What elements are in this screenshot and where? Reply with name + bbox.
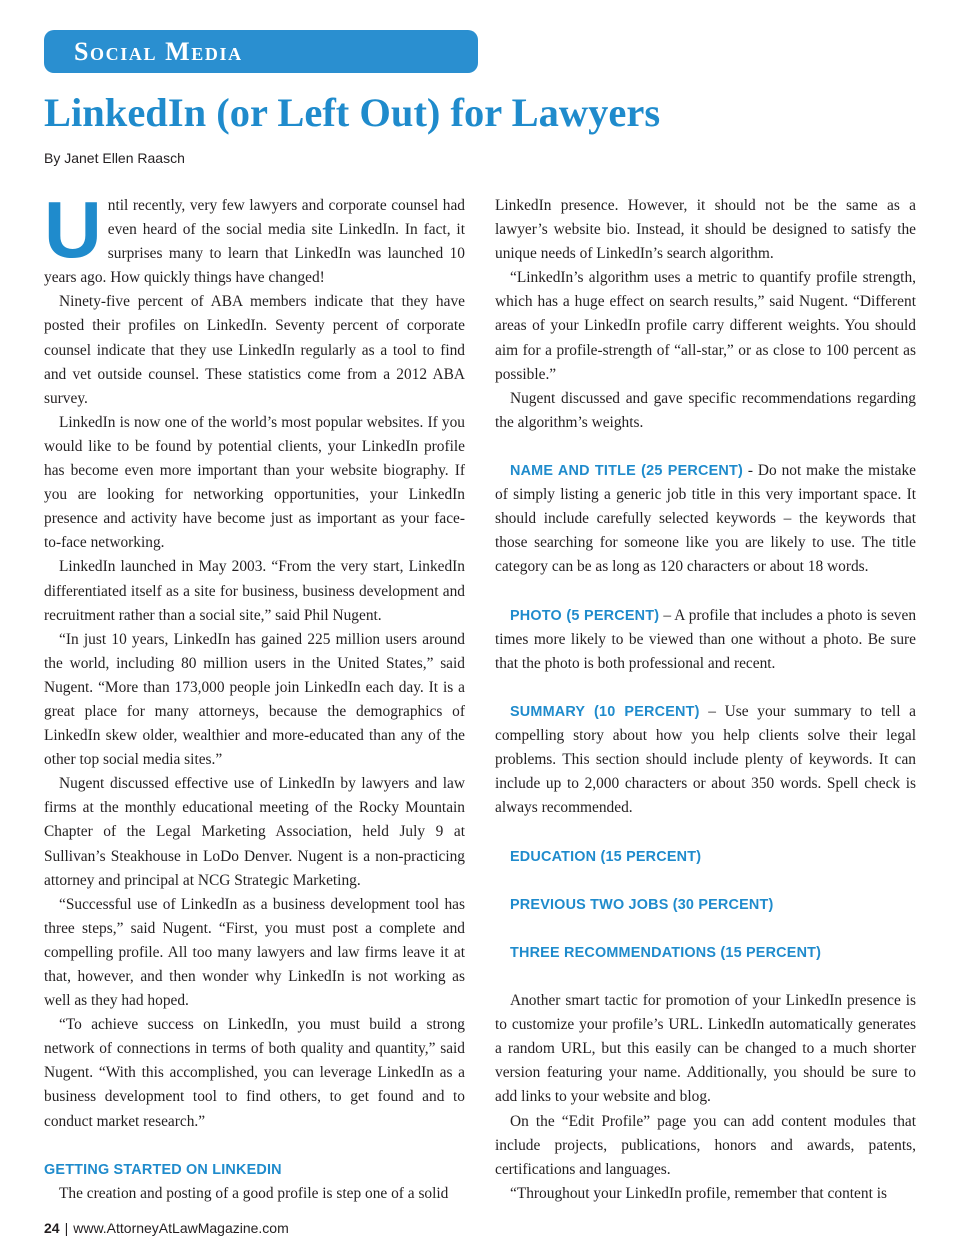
paragraph: Ninety-five percent of ABA members indicate that they have posted their profiles on LinkedIn. Seventy percent of corporate counsel indicate that they use LinkedIn regularly as a tool to find and vet outside counsel. These statistics come from a 2012 ABA survey.	[44, 293, 465, 407]
paragraph: “LinkedIn’s algorithm uses a metric to quantify profile strength, which has a huge effect on search results,” said Nugent. “Different areas of your LinkedIn profile carry different weights. You should aim for a profile-strength of “all-star,” or as close to 100 percent as possible.”	[495, 269, 916, 383]
page-footer	[44, 1220, 289, 1236]
subheading-recommendations: THREE RECOMMENDATIONS (15 PERCENT)	[510, 944, 822, 961]
section-education	[495, 845, 916, 869]
byline: By Janet Ellen Raasch	[44, 150, 185, 166]
paragraph: LinkedIn is now one of the world’s most popular websites. If you would like to be found by potential clients, your LinkedIn profile has become even more important than your website biography. If you are looking for networking opportunities, your LinkedIn presence and activity have become just as important as your face-to-face networking.	[44, 413, 465, 552]
paragraph: “To achieve success on LinkedIn, you must build a strong network of connections in terms of both quality and quantity,” said Nugent. “With this accomplished, you can leverage LinkedIn as a business development tool to find others, to get found and to conduct market research.”	[44, 1016, 465, 1130]
paragraph-text: - Do not make the mistake of simply listing a generic job title in this very important space. It should include carefully selected keywords – the keywords that those searching for someone like you are likely to use. The title category can be as long as 120 characters or about 18 words.	[495, 462, 916, 576]
paragraph: LinkedIn presence. However, it should not be the same as a lawyer’s website bio. Instead, it should be designed to satisfy the unique needs of LinkedIn’s search algorithm.	[495, 197, 916, 263]
paragraph-text: – A profile that includes a photo is seven times more likely to be viewed than one without a photo. Be sure that the photo is both professional and recent.	[495, 606, 917, 672]
paragraph	[44, 185, 465, 290]
paragraph: “In just 10 years, LinkedIn has gained 225 million users around the world, including 80 million users in the United States,” said Nugent. “More than 173,000 people join LinkedIn each day. It is a great place for many attorneys, because the demographics of LinkedIn skew older, wealthier and more-educated than any of the other top social media sites.”	[44, 630, 465, 769]
section-previous-jobs	[495, 893, 916, 917]
section-summary	[495, 700, 916, 820]
paragraph: “Successful use of LinkedIn as a business development tool has three steps,” said Nugent. “First, you must post a complete and compelling profile. All too many lawyers and law firms leave it at that, however, and then wonder why LinkedIn is not working as well as they had hoped.	[44, 895, 465, 1010]
subheading-getting-started	[44, 1158, 465, 1182]
page-number: 24	[44, 1220, 60, 1236]
paragraph: LinkedIn launched in May 2003. “From the very start, LinkedIn differentiated itself as a site for business, business development and recruitment rather than a social site,” said Phil Nugent.	[44, 558, 465, 624]
right-column	[495, 194, 916, 1206]
paragraph: Nugent discussed effective use of LinkedIn by lawyers and law firms at the monthly educational meeting of the Rocky Mountain Chapter of the Legal Marketing Association, held July 9 at Sullivan’s Steakhouse in LoDo Denver. Nugent is a non-practicing attorney and principal at NCG Strategic Marketing.	[44, 775, 465, 889]
drop-cap: U	[44, 185, 102, 274]
paragraph: Nugent discussed and gave specific recommendations regarding the algorithm’s weights.	[495, 389, 916, 431]
paragraph: Another smart tactic for promotion of your LinkedIn presence is to customize your profile’s URL. LinkedIn automatically generates a random URL, but this easily can be changed to a much shorter version featuring your name. Additionally, you should be sure to add links to your website and blog.	[495, 992, 916, 1106]
section-recommendations	[495, 941, 916, 965]
subheading-previous-jobs: PREVIOUS TWO JOBS (30 PERCENT)	[510, 896, 774, 913]
section-banner	[44, 30, 478, 73]
subheading-photo: PHOTO (5 PERCENT)	[510, 607, 660, 624]
section-label: Social Media	[74, 36, 243, 66]
paragraph: “Throughout your LinkedIn profile, remember that content is	[510, 1184, 887, 1202]
subheading-name-and-title: NAME AND TITLE (25 PERCENT)	[510, 463, 743, 480]
paragraph-text: – Use your summary to tell a compelling story about how you help clients solve their legal problems. This section should include plenty of keywords. It can include up to 2,000 characters or about 350 words. Spell check is always recommended.	[495, 702, 916, 817]
left-column	[44, 185, 465, 1206]
subheading-text: GETTING STARTED ON LINKEDIN	[44, 1161, 282, 1178]
section-name-and-title	[495, 459, 916, 579]
subheading-summary: SUMMARY (10 PERCENT)	[510, 703, 700, 720]
paragraph-text: ntil recently, very few lawyers and corporate counsel had even heard of the social media site LinkedIn. In fact, it surprises many to learn that LinkedIn was launched 10 years ago. How quickly things have changed!	[44, 197, 465, 287]
article-title: LinkedIn (or Left Out) for Lawyers	[44, 90, 661, 135]
footer-separator: |	[64, 1220, 69, 1236]
magazine-url: www.AttorneyAtLawMagazine.com	[73, 1220, 289, 1236]
paragraph: The creation and posting of a good profile is step one of a solid	[59, 1184, 449, 1202]
paragraph: On the “Edit Profile” page you can add content modules that include projects, publications, honors and awards, patents, certifications and languages.	[495, 1112, 916, 1178]
subheading-education: EDUCATION (15 PERCENT)	[510, 848, 702, 865]
section-photo	[495, 604, 916, 676]
